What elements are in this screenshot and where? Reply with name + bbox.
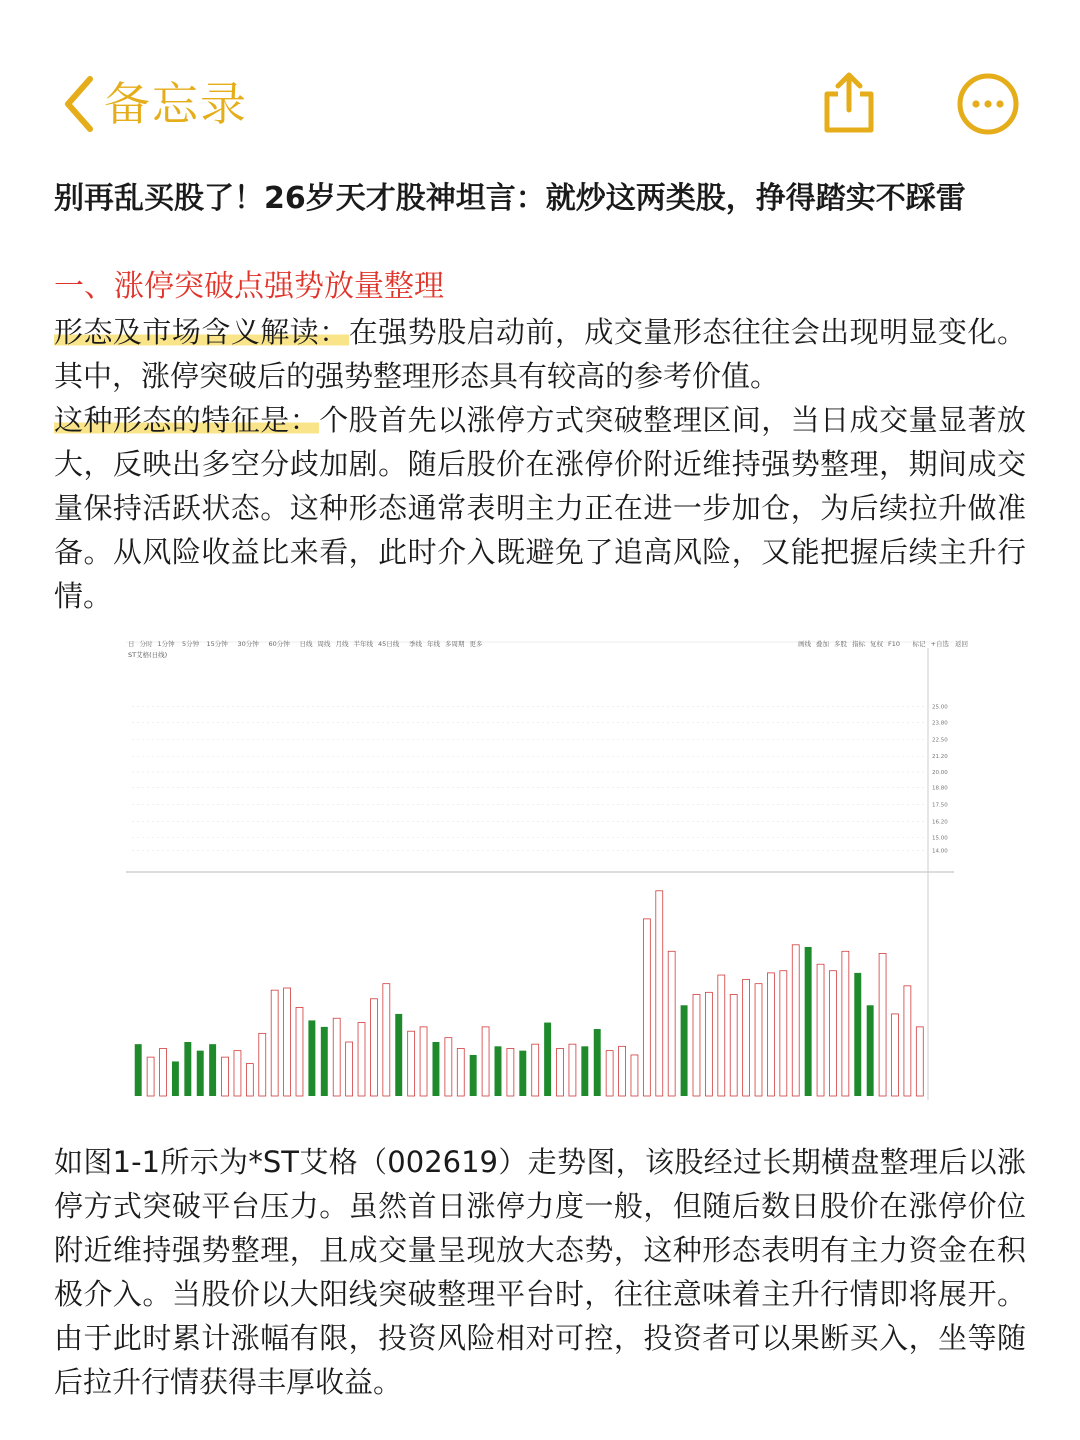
volume-bar xyxy=(457,1048,464,1096)
volume-bar xyxy=(718,975,725,1096)
volume-bar xyxy=(656,891,663,1096)
price-tick-label: 23.80 xyxy=(932,720,948,727)
paragraph-text: 个股首先以涨停方式突破整理区间，当日成交量显著放大，反映出多空分歧加剧。随后股价在涨停价附近维持强势整理，期间成交量保持活跃状态。这种形态通常表明主力正在进一步加仓，为后续拉升做准备。从风险收益比来看，此时介入既避免了追高风险，又能把握后续主升行情。 xyxy=(54,403,1026,613)
toolbar-right-label: 指标 xyxy=(852,640,865,648)
price-tick-label: 17.50 xyxy=(932,802,948,809)
volume-bar xyxy=(842,951,849,1096)
toolbar-right-label: 复权 xyxy=(870,640,883,648)
share-icon xyxy=(818,70,880,134)
volume-bar xyxy=(916,1027,923,1096)
volume-bar xyxy=(904,986,911,1096)
volume-bar xyxy=(482,1027,489,1096)
volume-bar xyxy=(767,973,774,1096)
paragraph-example: 如图1-1所示为*ST艾格（002619）走势图，该股经过长期横盘整理后以涨停方式突破平台压力。虽然首日涨停力度一般，但随后数日股价在涨停价位附近维持强势整理，且成交量呈现放大态势，这种形态表明有主力资金在积极介入。当股价以大阳线突破整理平台时，往往意味着主升行情即将展开。由于此时累计涨幅有限，投资风险相对可控，投资者可以果断买入，坐等随后拉升行情获得丰厚收益。 xyxy=(54,1145,1026,1399)
volume-bar xyxy=(346,1042,353,1096)
price-tick-label: 20.00 xyxy=(932,769,948,776)
stock-chart-image xyxy=(126,634,968,1100)
paragraph-text: 在强势股启动前，成交量形态往往会出现明显变化。其中，涨停突破后的强势整理形态具有较高的参考价值。 xyxy=(54,315,1026,393)
volume-bar xyxy=(495,1046,502,1096)
volume-bar xyxy=(184,1042,191,1096)
volume-bar xyxy=(284,988,291,1096)
volume-bar xyxy=(730,994,737,1096)
volume-bar xyxy=(358,1023,365,1096)
volume-bar xyxy=(172,1061,179,1096)
volume-bar xyxy=(470,1055,477,1096)
volume-bar xyxy=(606,1051,613,1096)
toolbar-label: 半年线 xyxy=(353,640,373,648)
back-button[interactable] xyxy=(62,74,248,134)
toolbar-label: 日线 xyxy=(299,640,313,648)
volume-bar xyxy=(643,919,650,1096)
volume-bar xyxy=(160,1048,167,1096)
volume-bar xyxy=(370,999,377,1096)
volume-bar xyxy=(321,1027,328,1096)
toolbar-label: 5分钟 xyxy=(182,640,200,648)
volume-bar xyxy=(743,979,750,1096)
more-icon xyxy=(956,72,1020,136)
volume-bar xyxy=(544,1023,551,1096)
volume-bar xyxy=(296,1007,303,1096)
volume-bar xyxy=(854,973,861,1096)
paragraph-meaning xyxy=(54,310,1026,398)
highlight-label: 形态及市场含义解读： xyxy=(54,315,349,349)
volume-bar xyxy=(693,994,700,1096)
volume-bar xyxy=(135,1044,142,1096)
back-label: 备忘录 xyxy=(104,77,248,131)
volume-bar xyxy=(147,1057,154,1096)
volume-bar xyxy=(209,1044,216,1096)
more-button[interactable] xyxy=(956,72,1020,140)
stock-label: ST艾格(日线) xyxy=(128,651,168,659)
volume-bar xyxy=(308,1020,315,1096)
volume-bar xyxy=(780,971,787,1096)
volume-bar xyxy=(445,1038,452,1096)
note-title: 别再乱买股了！26岁天才股神坦言：就炒这两类股，挣得踏实不踩雷 xyxy=(54,181,966,216)
volume-bar xyxy=(668,951,675,1096)
volume-bar xyxy=(432,1042,439,1096)
toolbar-right-label: 叠加 xyxy=(816,640,829,648)
volume-bar xyxy=(581,1046,588,1096)
price-tick-label: 16.20 xyxy=(932,819,948,826)
nav-bar xyxy=(0,0,1080,160)
volume-bar xyxy=(792,945,799,1096)
candlestick-chart xyxy=(126,634,968,1100)
volume-bar xyxy=(333,1018,340,1096)
toolbar-label: 日 xyxy=(128,640,135,648)
toolbar-right-label: F10 xyxy=(888,640,901,648)
volume-bar xyxy=(222,1057,229,1096)
toolbar-label: 30分钟 xyxy=(237,640,259,648)
volume-bar xyxy=(879,953,886,1096)
toolbar-right-label: 多股 xyxy=(834,640,847,648)
price-tick-label: 22.50 xyxy=(932,737,948,744)
volume-bar xyxy=(755,984,762,1096)
toolbar-right-label: 标记 xyxy=(912,640,926,648)
toolbar-label: 60分钟 xyxy=(268,640,290,648)
toolbar-label: 更多 xyxy=(469,640,483,648)
volume-bar xyxy=(408,1031,415,1096)
section-heading: 一、涨停突破点强势放量整理 xyxy=(54,269,444,304)
toolbar-label: 季线 xyxy=(409,640,422,648)
volume-bar xyxy=(594,1029,601,1096)
volume-bar xyxy=(246,1064,253,1096)
volume-bar xyxy=(705,992,712,1096)
volume-bar xyxy=(557,1048,564,1096)
toolbar-label: 45日线 xyxy=(378,640,400,648)
chevron-left-icon xyxy=(62,75,96,133)
highlight-label: 这种形态的特征是： xyxy=(54,403,320,437)
volume-bar xyxy=(519,1051,526,1096)
volume-bar xyxy=(681,1005,688,1096)
volume-bar xyxy=(829,971,836,1096)
toolbar-right-label: +自选 xyxy=(930,640,949,648)
share-button[interactable] xyxy=(818,70,880,138)
volume-bar xyxy=(892,1014,899,1096)
toolbar-right-label: 返回 xyxy=(955,640,968,648)
toolbar-label: 周线 xyxy=(317,640,331,648)
price-tick-label: 18.80 xyxy=(932,785,948,792)
volume-bar xyxy=(271,990,278,1096)
volume-bar xyxy=(619,1046,626,1096)
volume-bar xyxy=(507,1048,514,1096)
toolbar-label: 1分钟 xyxy=(157,640,175,648)
volume-bar xyxy=(234,1051,241,1096)
toolbar-label: 15分钟 xyxy=(206,640,228,648)
toolbar-label: 多周期 xyxy=(445,640,465,648)
volume-bar xyxy=(532,1044,539,1096)
volume-bar xyxy=(395,1014,402,1096)
volume-bar xyxy=(867,1005,874,1096)
volume-bar xyxy=(805,947,812,1096)
volume-bar xyxy=(383,984,390,1096)
price-tick-label: 21.20 xyxy=(932,754,948,761)
paragraph-features xyxy=(54,398,1026,618)
toolbar-right-label: 画线 xyxy=(798,640,811,648)
price-tick-label: 14.00 xyxy=(932,848,948,855)
volume-bar xyxy=(420,1027,427,1096)
volume-bar xyxy=(197,1051,204,1096)
volume-bar xyxy=(631,1055,638,1096)
toolbar-label: 分时 xyxy=(139,640,153,648)
volume-bar xyxy=(817,964,824,1096)
volume-bar xyxy=(569,1044,576,1096)
price-tick-label: 25.00 xyxy=(932,704,948,711)
price-tick-label: 15.00 xyxy=(932,835,948,842)
volume-bar xyxy=(259,1033,266,1096)
toolbar-label: 年线 xyxy=(427,640,440,648)
toolbar-label: 月线 xyxy=(335,640,349,648)
